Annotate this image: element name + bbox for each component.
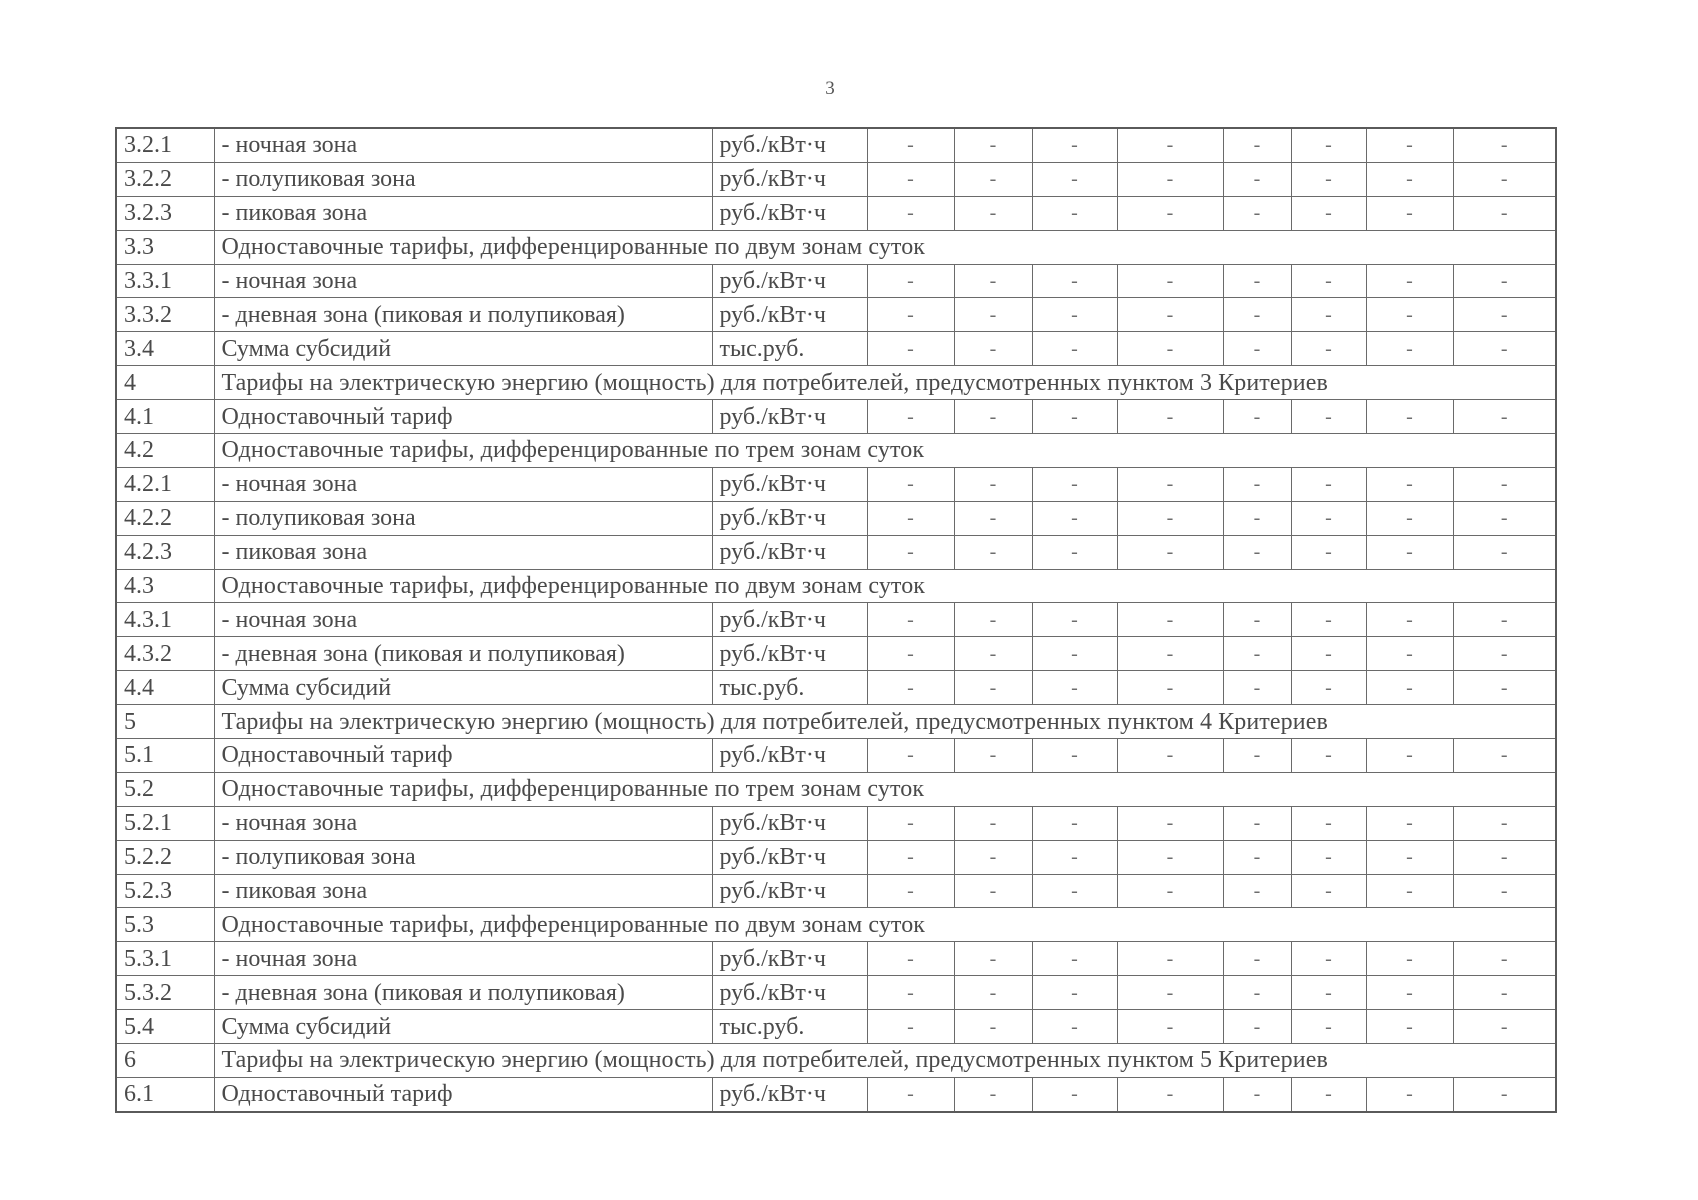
table-row bbox=[116, 806, 1556, 840]
table-row bbox=[116, 671, 1556, 705]
value-cell: - bbox=[867, 806, 954, 840]
row-number: 4.3.1 bbox=[116, 603, 214, 637]
value-cell: - bbox=[867, 976, 954, 1010]
value-cell: - bbox=[954, 739, 1032, 773]
row-label: Одноставочные тарифы, дифференцированные по двум зонам суток bbox=[214, 230, 1556, 264]
row-number: 4.2.2 bbox=[116, 501, 214, 535]
row-unit: руб./кВт·ч bbox=[712, 501, 867, 535]
value-cell: - bbox=[1453, 739, 1556, 773]
row-label: - пиковая зона bbox=[214, 196, 712, 230]
value-cell: - bbox=[1117, 1077, 1223, 1111]
row-number: 5.3.1 bbox=[116, 942, 214, 976]
value-cell: - bbox=[1291, 264, 1366, 298]
row-label: Одноставочные тарифы, дифференцированные по трем зонам суток bbox=[214, 772, 1556, 806]
value-cell: - bbox=[867, 264, 954, 298]
row-number: 4.1 bbox=[116, 400, 214, 434]
value-cell: - bbox=[1453, 976, 1556, 1010]
value-cell: - bbox=[1223, 671, 1291, 705]
value-cell: - bbox=[1223, 298, 1291, 332]
value-cell: - bbox=[1223, 874, 1291, 908]
value-cell: - bbox=[1032, 976, 1117, 1010]
value-cell: - bbox=[1223, 128, 1291, 162]
value-cell: - bbox=[1366, 264, 1453, 298]
value-cell: - bbox=[1366, 874, 1453, 908]
value-cell: - bbox=[1117, 637, 1223, 671]
row-label: Одноставочные тарифы, дифференцированные по двум зонам суток bbox=[214, 908, 1556, 942]
row-label: Сумма субсидий bbox=[214, 671, 712, 705]
value-cell: - bbox=[867, 501, 954, 535]
value-cell: - bbox=[1366, 501, 1453, 535]
value-cell: - bbox=[1453, 535, 1556, 569]
section-row bbox=[116, 705, 1556, 739]
value-cell: - bbox=[1291, 535, 1366, 569]
row-label: Тарифы на электрическую энергию (мощность) для потребителей, предусмотренных пунктом 3 Критериев bbox=[214, 366, 1556, 400]
value-cell: - bbox=[1032, 603, 1117, 637]
value-cell: - bbox=[1032, 874, 1117, 908]
row-unit: тыс.руб. bbox=[712, 671, 867, 705]
row-unit: руб./кВт·ч bbox=[712, 739, 867, 773]
tariff-table bbox=[115, 127, 1557, 1113]
row-number: 5.4 bbox=[116, 1010, 214, 1044]
value-cell: - bbox=[1117, 196, 1223, 230]
table-row bbox=[116, 467, 1556, 501]
value-cell: - bbox=[1453, 128, 1556, 162]
section-row bbox=[116, 772, 1556, 806]
value-cell: - bbox=[1366, 196, 1453, 230]
value-cell: - bbox=[1032, 840, 1117, 874]
value-cell: - bbox=[1453, 671, 1556, 705]
row-number: 5.1 bbox=[116, 739, 214, 773]
table-row bbox=[116, 501, 1556, 535]
row-label: - ночная зона bbox=[214, 467, 712, 501]
value-cell: - bbox=[1117, 298, 1223, 332]
row-number: 3.3.1 bbox=[116, 264, 214, 298]
row-number: 3.2.2 bbox=[116, 162, 214, 196]
value-cell: - bbox=[1366, 467, 1453, 501]
row-number: 4 bbox=[116, 366, 214, 400]
value-cell: - bbox=[954, 162, 1032, 196]
table-row bbox=[116, 196, 1556, 230]
row-number: 3.2.3 bbox=[116, 196, 214, 230]
value-cell: - bbox=[1117, 1010, 1223, 1044]
value-cell: - bbox=[1117, 501, 1223, 535]
row-number: 5.2 bbox=[116, 772, 214, 806]
value-cell: - bbox=[1117, 603, 1223, 637]
value-cell: - bbox=[1032, 298, 1117, 332]
value-cell: - bbox=[1223, 976, 1291, 1010]
row-unit: руб./кВт·ч bbox=[712, 535, 867, 569]
value-cell: - bbox=[1223, 806, 1291, 840]
value-cell: - bbox=[1223, 942, 1291, 976]
row-label: - полупиковая зона bbox=[214, 162, 712, 196]
row-label: - пиковая зона bbox=[214, 535, 712, 569]
row-unit: руб./кВт·ч bbox=[712, 162, 867, 196]
value-cell: - bbox=[1366, 942, 1453, 976]
value-cell: - bbox=[1117, 535, 1223, 569]
row-number: 5.2.1 bbox=[116, 806, 214, 840]
value-cell: - bbox=[1291, 671, 1366, 705]
value-cell: - bbox=[954, 840, 1032, 874]
value-cell: - bbox=[1223, 840, 1291, 874]
value-cell: - bbox=[867, 332, 954, 366]
value-cell: - bbox=[867, 467, 954, 501]
value-cell: - bbox=[1117, 264, 1223, 298]
value-cell: - bbox=[1453, 874, 1556, 908]
value-cell: - bbox=[1223, 467, 1291, 501]
value-cell: - bbox=[1366, 128, 1453, 162]
value-cell: - bbox=[867, 840, 954, 874]
value-cell: - bbox=[1291, 840, 1366, 874]
row-label: Одноставочные тарифы, дифференцированные по двум зонам суток bbox=[214, 569, 1556, 603]
row-number: 3.3.2 bbox=[116, 298, 214, 332]
value-cell: - bbox=[954, 942, 1032, 976]
row-label: - пиковая зона bbox=[214, 874, 712, 908]
row-label: Тарифы на электрическую энергию (мощность) для потребителей, предусмотренных пунктом 5 Критериев bbox=[214, 1044, 1556, 1078]
value-cell: - bbox=[1032, 264, 1117, 298]
row-label: - ночная зона bbox=[214, 806, 712, 840]
row-unit: руб./кВт·ч bbox=[712, 400, 867, 434]
table-body bbox=[116, 128, 1556, 1112]
row-number: 6.1 bbox=[116, 1077, 214, 1111]
table-row bbox=[116, 637, 1556, 671]
value-cell: - bbox=[1032, 128, 1117, 162]
row-label: - дневная зона (пиковая и полупиковая) bbox=[214, 976, 712, 1010]
value-cell: - bbox=[1366, 1010, 1453, 1044]
section-row bbox=[116, 569, 1556, 603]
value-cell: - bbox=[954, 603, 1032, 637]
value-cell: - bbox=[1453, 196, 1556, 230]
row-number: 4.3.2 bbox=[116, 637, 214, 671]
value-cell: - bbox=[1366, 671, 1453, 705]
value-cell: - bbox=[1032, 1010, 1117, 1044]
value-cell: - bbox=[867, 298, 954, 332]
row-number: 6 bbox=[116, 1044, 214, 1078]
value-cell: - bbox=[1291, 806, 1366, 840]
value-cell: - bbox=[1117, 874, 1223, 908]
row-label: - ночная зона bbox=[214, 942, 712, 976]
value-cell: - bbox=[1453, 637, 1556, 671]
value-cell: - bbox=[1453, 400, 1556, 434]
row-number: 3.2.1 bbox=[116, 128, 214, 162]
value-cell: - bbox=[1117, 976, 1223, 1010]
value-cell: - bbox=[1453, 264, 1556, 298]
row-label: - дневная зона (пиковая и полупиковая) bbox=[214, 298, 712, 332]
value-cell: - bbox=[867, 874, 954, 908]
value-cell: - bbox=[1117, 942, 1223, 976]
value-cell: - bbox=[1453, 1077, 1556, 1111]
table-row bbox=[116, 976, 1556, 1010]
value-cell: - bbox=[1117, 671, 1223, 705]
value-cell: - bbox=[1117, 739, 1223, 773]
value-cell: - bbox=[1291, 332, 1366, 366]
value-cell: - bbox=[1291, 1077, 1366, 1111]
table-row bbox=[116, 1010, 1556, 1044]
value-cell: - bbox=[1291, 976, 1366, 1010]
value-cell: - bbox=[1117, 467, 1223, 501]
row-number: 5.2.2 bbox=[116, 840, 214, 874]
value-cell: - bbox=[1366, 840, 1453, 874]
value-cell: - bbox=[954, 196, 1032, 230]
value-cell: - bbox=[954, 671, 1032, 705]
row-number: 4.2.3 bbox=[116, 535, 214, 569]
value-cell: - bbox=[1291, 467, 1366, 501]
row-number: 3.3 bbox=[116, 230, 214, 264]
value-cell: - bbox=[1032, 535, 1117, 569]
value-cell: - bbox=[867, 739, 954, 773]
value-cell: - bbox=[867, 400, 954, 434]
value-cell: - bbox=[1223, 264, 1291, 298]
value-cell: - bbox=[1291, 501, 1366, 535]
row-unit: руб./кВт·ч bbox=[712, 874, 867, 908]
row-unit: руб./кВт·ч bbox=[712, 128, 867, 162]
row-unit: руб./кВт·ч bbox=[712, 467, 867, 501]
row-number: 4.2.1 bbox=[116, 467, 214, 501]
value-cell: - bbox=[1223, 400, 1291, 434]
value-cell: - bbox=[1032, 637, 1117, 671]
value-cell: - bbox=[954, 1010, 1032, 1044]
value-cell: - bbox=[1366, 739, 1453, 773]
value-cell: - bbox=[1366, 637, 1453, 671]
value-cell: - bbox=[1223, 603, 1291, 637]
section-row bbox=[116, 230, 1556, 264]
value-cell: - bbox=[867, 671, 954, 705]
value-cell: - bbox=[1032, 942, 1117, 976]
value-cell: - bbox=[1223, 739, 1291, 773]
table-row bbox=[116, 332, 1556, 366]
value-cell: - bbox=[1291, 128, 1366, 162]
table-row bbox=[116, 942, 1556, 976]
value-cell: - bbox=[1453, 1010, 1556, 1044]
value-cell: - bbox=[1291, 196, 1366, 230]
row-number: 4.2 bbox=[116, 434, 214, 468]
row-unit: руб./кВт·ч bbox=[712, 264, 867, 298]
row-unit: руб./кВт·ч bbox=[712, 637, 867, 671]
value-cell: - bbox=[1453, 806, 1556, 840]
value-cell: - bbox=[867, 637, 954, 671]
table-row bbox=[116, 535, 1556, 569]
value-cell: - bbox=[1032, 467, 1117, 501]
section-row bbox=[116, 908, 1556, 942]
value-cell: - bbox=[1223, 332, 1291, 366]
row-unit: руб./кВт·ч bbox=[712, 196, 867, 230]
value-cell: - bbox=[1032, 1077, 1117, 1111]
row-number: 5.2.3 bbox=[116, 874, 214, 908]
value-cell: - bbox=[1223, 1077, 1291, 1111]
value-cell: - bbox=[1223, 196, 1291, 230]
row-unit: тыс.руб. bbox=[712, 1010, 867, 1044]
value-cell: - bbox=[1453, 467, 1556, 501]
value-cell: - bbox=[1117, 400, 1223, 434]
row-label: - дневная зона (пиковая и полупиковая) bbox=[214, 637, 712, 671]
value-cell: - bbox=[1453, 501, 1556, 535]
value-cell: - bbox=[954, 264, 1032, 298]
value-cell: - bbox=[954, 501, 1032, 535]
row-unit: руб./кВт·ч bbox=[712, 840, 867, 874]
value-cell: - bbox=[867, 128, 954, 162]
row-label: Одноставочный тариф bbox=[214, 400, 712, 434]
value-cell: - bbox=[1291, 298, 1366, 332]
row-label: - полупиковая зона bbox=[214, 840, 712, 874]
value-cell: - bbox=[954, 806, 1032, 840]
row-label: Одноставочные тарифы, дифференцированные по трем зонам суток bbox=[214, 434, 1556, 468]
value-cell: - bbox=[1117, 332, 1223, 366]
value-cell: - bbox=[954, 535, 1032, 569]
row-number: 3.4 bbox=[116, 332, 214, 366]
value-cell: - bbox=[1453, 298, 1556, 332]
value-cell: - bbox=[1117, 840, 1223, 874]
value-cell: - bbox=[867, 603, 954, 637]
value-cell: - bbox=[954, 400, 1032, 434]
row-number: 5 bbox=[116, 705, 214, 739]
row-unit: руб./кВт·ч bbox=[712, 603, 867, 637]
value-cell: - bbox=[1366, 976, 1453, 1010]
value-cell: - bbox=[1223, 501, 1291, 535]
value-cell: - bbox=[1117, 162, 1223, 196]
value-cell: - bbox=[1366, 603, 1453, 637]
table-row bbox=[116, 264, 1556, 298]
row-number: 4.3 bbox=[116, 569, 214, 603]
value-cell: - bbox=[1453, 332, 1556, 366]
value-cell: - bbox=[954, 976, 1032, 1010]
table-row bbox=[116, 603, 1556, 637]
table-row bbox=[116, 840, 1556, 874]
value-cell: - bbox=[1032, 196, 1117, 230]
value-cell: - bbox=[1291, 400, 1366, 434]
value-cell: - bbox=[1291, 1010, 1366, 1044]
row-label: Тарифы на электрическую энергию (мощность) для потребителей, предусмотренных пунктом 4 Критериев bbox=[214, 705, 1556, 739]
value-cell: - bbox=[1366, 162, 1453, 196]
value-cell: - bbox=[954, 332, 1032, 366]
table-row bbox=[116, 128, 1556, 162]
value-cell: - bbox=[1366, 332, 1453, 366]
value-cell: - bbox=[867, 196, 954, 230]
table-row bbox=[116, 298, 1556, 332]
row-label: Сумма субсидий bbox=[214, 332, 712, 366]
value-cell: - bbox=[1366, 298, 1453, 332]
value-cell: - bbox=[1366, 806, 1453, 840]
value-cell: - bbox=[954, 467, 1032, 501]
value-cell: - bbox=[1223, 637, 1291, 671]
value-cell: - bbox=[867, 535, 954, 569]
page-number: 3 bbox=[825, 78, 835, 99]
row-label: - ночная зона bbox=[214, 264, 712, 298]
value-cell: - bbox=[867, 162, 954, 196]
row-number: 5.3 bbox=[116, 908, 214, 942]
row-label: - ночная зона bbox=[214, 128, 712, 162]
value-cell: - bbox=[1291, 162, 1366, 196]
value-cell: - bbox=[1032, 400, 1117, 434]
row-unit: руб./кВт·ч bbox=[712, 942, 867, 976]
value-cell: - bbox=[1453, 840, 1556, 874]
value-cell: - bbox=[1366, 535, 1453, 569]
value-cell: - bbox=[1032, 806, 1117, 840]
value-cell: - bbox=[954, 128, 1032, 162]
value-cell: - bbox=[1453, 942, 1556, 976]
value-cell: - bbox=[867, 942, 954, 976]
value-cell: - bbox=[1291, 874, 1366, 908]
value-cell: - bbox=[1032, 671, 1117, 705]
value-cell: - bbox=[954, 874, 1032, 908]
value-cell: - bbox=[1291, 942, 1366, 976]
table-row bbox=[116, 162, 1556, 196]
value-cell: - bbox=[954, 298, 1032, 332]
value-cell: - bbox=[1223, 1010, 1291, 1044]
value-cell: - bbox=[867, 1010, 954, 1044]
value-cell: - bbox=[1291, 637, 1366, 671]
table-row bbox=[116, 1077, 1556, 1111]
value-cell: - bbox=[1117, 128, 1223, 162]
value-cell: - bbox=[1032, 332, 1117, 366]
value-cell: - bbox=[1032, 501, 1117, 535]
row-label: - полупиковая зона bbox=[214, 501, 712, 535]
value-cell: - bbox=[1223, 162, 1291, 196]
value-cell: - bbox=[1117, 806, 1223, 840]
value-cell: - bbox=[1291, 739, 1366, 773]
value-cell: - bbox=[1032, 739, 1117, 773]
value-cell: - bbox=[1453, 603, 1556, 637]
section-row bbox=[116, 434, 1556, 468]
row-number: 4.4 bbox=[116, 671, 214, 705]
table-row bbox=[116, 874, 1556, 908]
section-row bbox=[116, 366, 1556, 400]
row-unit: тыс.руб. bbox=[712, 332, 867, 366]
value-cell: - bbox=[1366, 1077, 1453, 1111]
value-cell: - bbox=[1453, 162, 1556, 196]
value-cell: - bbox=[954, 1077, 1032, 1111]
row-unit: руб./кВт·ч bbox=[712, 298, 867, 332]
row-label: Сумма субсидий bbox=[214, 1010, 712, 1044]
row-unit: руб./кВт·ч bbox=[712, 976, 867, 1010]
value-cell: - bbox=[1223, 535, 1291, 569]
table-row bbox=[116, 739, 1556, 773]
row-number: 5.3.2 bbox=[116, 976, 214, 1010]
row-label: - ночная зона bbox=[214, 603, 712, 637]
value-cell: - bbox=[1291, 603, 1366, 637]
row-label: Одноставочный тариф bbox=[214, 739, 712, 773]
value-cell: - bbox=[1032, 162, 1117, 196]
row-unit: руб./кВт·ч bbox=[712, 1077, 867, 1111]
value-cell: - bbox=[954, 637, 1032, 671]
section-row bbox=[116, 1044, 1556, 1078]
table-row bbox=[116, 400, 1556, 434]
row-label: Одноставочный тариф bbox=[214, 1077, 712, 1111]
row-unit: руб./кВт·ч bbox=[712, 806, 867, 840]
value-cell: - bbox=[867, 1077, 954, 1111]
value-cell: - bbox=[1366, 400, 1453, 434]
